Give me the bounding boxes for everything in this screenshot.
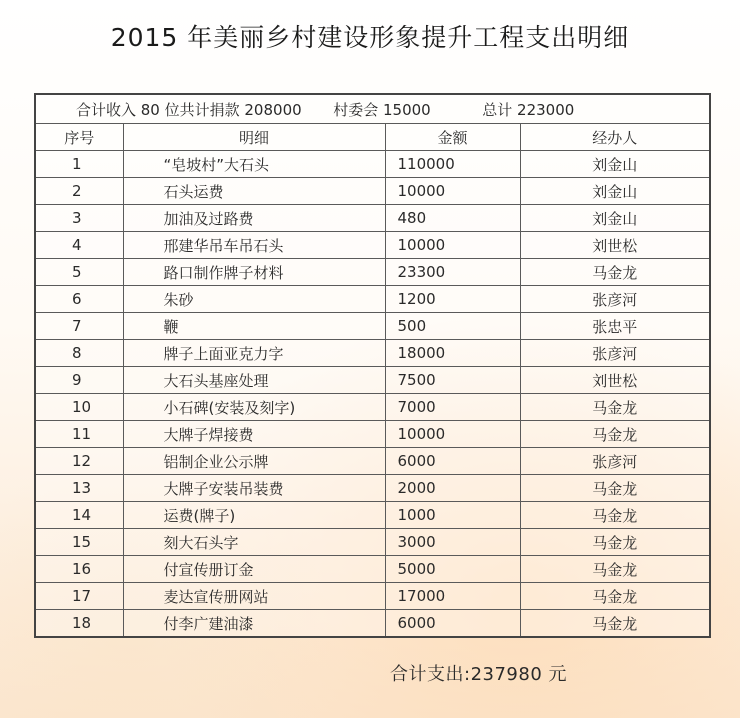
row-item: 刻大石头字 [123,529,385,556]
row-operator: 刘世松 [520,367,710,394]
row-item: 付宣传册订金 [123,556,385,583]
table-row [35,340,710,367]
page-title: 2015 年美丽乡村建设形象提升工程支出明细 [110,23,630,52]
table-row [35,475,710,502]
row-operator: 马金龙 [520,583,710,610]
table-row [35,394,710,421]
row-amount: 23300 [385,259,520,286]
row-item: 付李广建油漆 [123,610,385,638]
row-item: 运费(牌子) [123,502,385,529]
row-item: 大石头基座处理 [123,367,385,394]
row-number: 1 [35,151,123,178]
table-row [35,313,710,340]
row-number: 4 [35,232,123,259]
header-operator: 经办人 [520,124,710,151]
header-row [35,124,710,151]
row-number: 3 [35,205,123,232]
header-no: 序号 [35,124,123,151]
row-amount: 3000 [385,529,520,556]
row-amount: 500 [385,313,520,340]
row-operator: 张忠平 [520,313,710,340]
income-summary-row [35,94,710,124]
grand-total: 总计 223000 [482,100,575,119]
row-number: 10 [35,394,123,421]
row-number: 11 [35,421,123,448]
row-operator: 张彦河 [520,286,710,313]
expense-table [34,93,711,638]
row-number: 13 [35,475,123,502]
table-row [35,151,710,178]
row-item: 铝制企业公示牌 [123,448,385,475]
row-item: “皂坡村”大石头 [123,151,385,178]
income-summary [35,94,710,124]
row-operator: 刘金山 [520,178,710,205]
row-number: 18 [35,610,123,638]
row-amount: 10000 [385,178,520,205]
row-operator: 马金龙 [520,475,710,502]
row-amount: 110000 [385,151,520,178]
row-number: 6 [35,286,123,313]
row-operator: 刘金山 [520,151,710,178]
row-operator: 刘世松 [520,232,710,259]
table-row [35,448,710,475]
row-amount: 17000 [385,583,520,610]
row-number: 14 [35,502,123,529]
row-amount: 1200 [385,286,520,313]
row-item: 牌子上面亚克力字 [123,340,385,367]
income-total: 合计收入 80 位共计捐款 208000 [76,100,302,119]
table-row [35,502,710,529]
table-row [35,178,710,205]
row-amount: 18000 [385,340,520,367]
row-number: 15 [35,529,123,556]
row-amount: 1000 [385,502,520,529]
table-row [35,205,710,232]
row-number: 17 [35,583,123,610]
row-amount: 6000 [385,448,520,475]
row-number: 8 [35,340,123,367]
row-item: 石头运费 [123,178,385,205]
table-row [35,421,710,448]
row-operator: 张彦河 [520,448,710,475]
row-amount: 10000 [385,421,520,448]
row-item: 麦达宣传册网站 [123,583,385,610]
row-amount: 7500 [385,367,520,394]
row-amount: 2000 [385,475,520,502]
row-item: 小石碑(安装及刻字) [123,394,385,421]
row-number: 16 [35,556,123,583]
row-item: 鞭 [123,313,385,340]
row-amount: 10000 [385,232,520,259]
row-amount: 6000 [385,610,520,638]
row-operator: 马金龙 [520,421,710,448]
row-number: 5 [35,259,123,286]
row-number: 7 [35,313,123,340]
row-operator: 张彦河 [520,340,710,367]
row-operator: 马金龙 [520,502,710,529]
row-item: 大牌子安装吊装费 [123,475,385,502]
total-expense: 合计支出:237980 元 [390,664,567,685]
row-operator: 马金龙 [520,394,710,421]
row-operator: 马金龙 [520,610,710,638]
row-number: 9 [35,367,123,394]
row-operator: 马金龙 [520,529,710,556]
table-row [35,556,710,583]
row-item: 大牌子焊接费 [123,421,385,448]
header-amount: 金额 [385,124,520,151]
table-row [35,367,710,394]
row-amount: 5000 [385,556,520,583]
table-row [35,259,710,286]
table-row [35,529,710,556]
row-number: 12 [35,448,123,475]
table-row [35,286,710,313]
row-item: 邢建华吊车吊石头 [123,232,385,259]
row-operator: 马金龙 [520,556,710,583]
row-item: 路口制作牌子材料 [123,259,385,286]
row-amount: 7000 [385,394,520,421]
table-row [35,232,710,259]
row-item: 加油及过路费 [123,205,385,232]
table-row [35,583,710,610]
row-amount: 480 [385,205,520,232]
row-number: 2 [35,178,123,205]
row-operator: 马金龙 [520,259,710,286]
row-item: 朱砂 [123,286,385,313]
row-operator: 刘金山 [520,205,710,232]
committee-amount: 村委会 15000 [333,100,431,119]
table-body [35,151,710,638]
table-row [35,610,710,638]
header-item: 明细 [123,124,385,151]
